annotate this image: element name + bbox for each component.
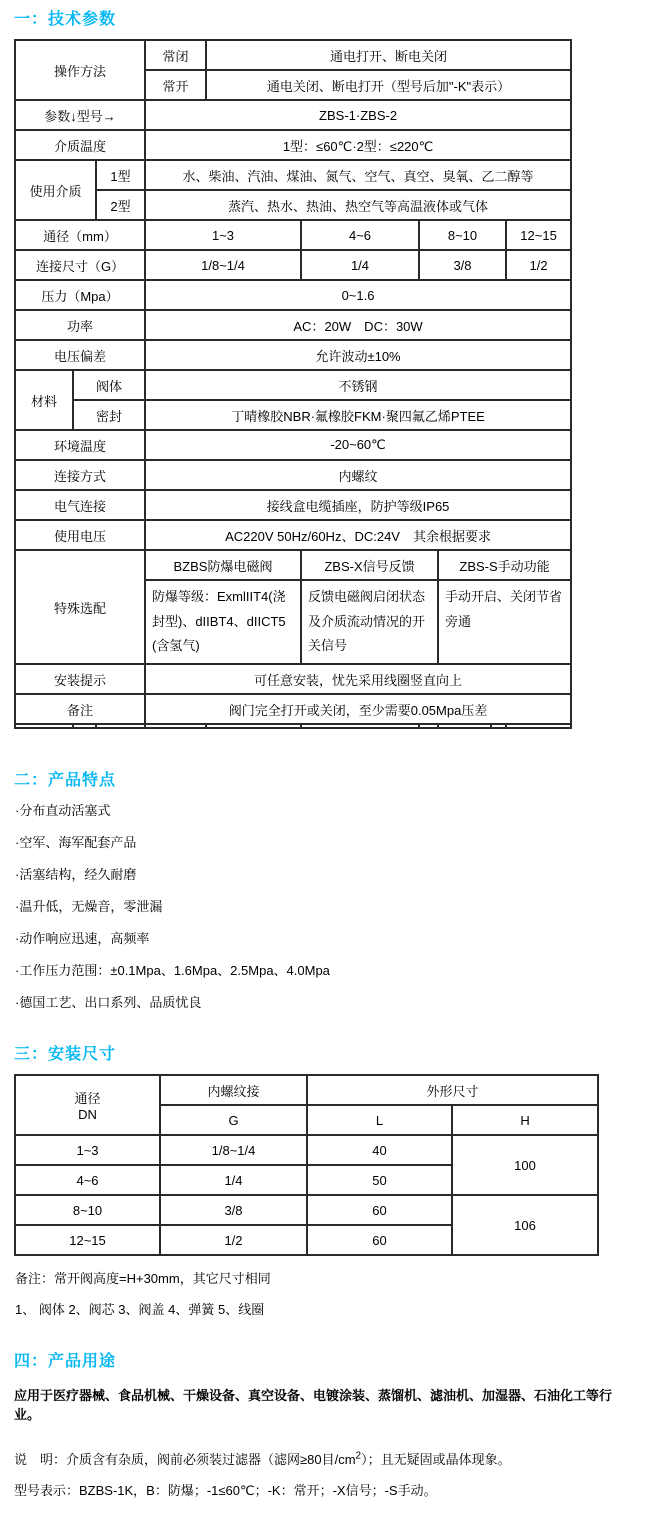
feature-item: ·德国工艺、出口系列、品质忧良: [15, 995, 202, 1011]
row-value: 水、柴油、汽油、煤油、氮气、空气、真空、臭氧、乙二醇等: [145, 160, 571, 190]
installation-dimensions-table: [14, 1074, 599, 1256]
table-row: [15, 130, 571, 160]
cell-dn: 8~10: [15, 1195, 160, 1225]
table-row: [15, 1075, 598, 1105]
row-label: 备注: [15, 694, 145, 724]
table-row: [15, 550, 571, 580]
cell-g: 1/4: [160, 1165, 307, 1195]
grid-tick-cell: [301, 724, 419, 728]
row-value: 12~15: [506, 220, 571, 250]
feature-item: ·分布直动活塞式: [15, 803, 111, 819]
row-value: 可任意安装，忧先采用线圈竖直向上: [145, 664, 571, 694]
row-sublabel: 密封: [73, 400, 145, 430]
model-designation-text: 型号表示：BZBS-1K，B：防爆；-1≤60℃；-K：常开；-X信号；-S手动。: [14, 1483, 437, 1499]
cell-g: 1/8~1/4: [160, 1135, 307, 1165]
applications-text: 应用于医疗器械、食品机械、干燥设备、真空设备、电镀涂装、蒸馏机、滤油机、加湿器、石油化工等行业。: [14, 1388, 613, 1423]
usage-note-pre: 说 明：介质含有杂质，阀前必须装过滤器（滤网≥80目/cm: [14, 1452, 356, 1468]
row-value: ZBS-1·ZBS-2: [145, 100, 571, 130]
special-option-header: BZBS防爆电磁阀: [145, 550, 301, 580]
row-value: 接线盒电缆插座，防护等级IP65: [145, 490, 571, 520]
row-label: 操作方法: [15, 40, 145, 100]
row-value: 8~10: [419, 220, 506, 250]
table-row: [15, 664, 571, 694]
feature-item: ·活塞结构，经久耐磨: [15, 867, 137, 883]
table-row: [15, 694, 571, 724]
cell-l: 40: [307, 1135, 452, 1165]
table-row: [15, 100, 571, 130]
table-row: [15, 250, 571, 280]
cell-h: 100: [452, 1135, 598, 1195]
special-option-detail: 手动开启、关闭节省旁通: [438, 580, 571, 664]
row-label: 使用电压: [15, 520, 145, 550]
table-row: [15, 340, 571, 370]
cell-h: 106: [452, 1195, 598, 1255]
row-label: 安装提示: [15, 664, 145, 694]
usage-note: [14, 1449, 632, 1468]
row-label: 材料: [15, 370, 73, 430]
cell-g: 1/2: [160, 1225, 307, 1255]
usage-note-post: ）；且无疑固或晶体现象。: [361, 1452, 511, 1468]
row-label: 电气连接: [15, 490, 145, 520]
row-label: 功率: [15, 310, 145, 340]
table-row: [15, 310, 571, 340]
table-row: [15, 40, 571, 70]
table-row: [15, 1135, 598, 1165]
row-value: 3/8: [419, 250, 506, 280]
row-value: -20~60℃: [145, 430, 571, 460]
row-value: AC：20W DC：30W: [145, 310, 571, 340]
table-row: [15, 400, 571, 430]
table-row: [15, 490, 571, 520]
table-row: [15, 520, 571, 550]
table-row: [15, 220, 571, 250]
column-header-thread: 内螺纹接: [160, 1075, 307, 1105]
feature-item: ·温升低，无燥音，零泄漏: [15, 899, 163, 915]
feature-item: ·工作压力范围：±0.1Mpa、1.6Mpa、2.5Mpa、4.0Mpa: [15, 963, 330, 979]
row-label: 压力（Mpa）: [15, 280, 145, 310]
special-option-detail: 反馈电磁阀启闭状态及介质流动情况的开关信号: [301, 580, 438, 664]
row-label: 通径（mm）: [15, 220, 145, 250]
cell-dn: 12~15: [15, 1225, 160, 1255]
section-1-title: 一：技术参数: [14, 11, 117, 28]
special-option-detail: 防爆等级：ExmlIIT4(浇封型)、dIIBT4、dIICT5(含氢气): [145, 580, 301, 664]
grid-tick-cell: [506, 724, 571, 728]
row-sublabel: 1型: [96, 160, 145, 190]
row-value: 1型：≤60℃·2型：≤220℃: [145, 130, 571, 160]
row-label: 连接尺寸（G）: [15, 250, 145, 280]
row-value: 1/8~1/4: [145, 250, 301, 280]
usage-note-superscript: 2: [355, 1450, 362, 1462]
row-label: 环境温度: [15, 430, 145, 460]
row-value: 丁晴橡胶NBR·氟橡胶FKM·聚四氟乙烯PTEE: [145, 400, 571, 430]
row-value: AC220V 50Hz/60Hz、DC:24V 其余根据要求: [145, 520, 571, 550]
row-label: 参数↓型号→: [15, 100, 145, 130]
table-row: [15, 190, 571, 220]
column-header-bore: [15, 1075, 160, 1135]
parts-legend: 1、 阀体 2、阀芯 3、阀盖 4、弹簧 5、线圈: [15, 1302, 265, 1318]
column-header-h: H: [452, 1105, 598, 1135]
row-label: 连接方式: [15, 460, 145, 490]
table-row: [15, 370, 571, 400]
grid-tick-cell: [15, 724, 73, 728]
row-value: 4~6: [301, 220, 419, 250]
row-label: 使用介质: [15, 160, 96, 220]
row-value: 阀门完全打开或关闭，至少需要0.05Mpa压差: [145, 694, 571, 724]
feature-item: ·空军、海军配套产品: [15, 835, 137, 851]
row-sublabel: 阀体: [73, 370, 145, 400]
cell-g: 3/8: [160, 1195, 307, 1225]
row-label: 特殊选配: [15, 550, 145, 664]
row-value: 通电关闭、断电打开（型号后加"-K"表示）: [206, 70, 571, 100]
special-option-header: ZBS-S手动功能: [438, 550, 571, 580]
grid-tick-cell: [73, 724, 96, 728]
cell-dn: 1~3: [15, 1135, 160, 1165]
grid-tick-cell: [438, 724, 491, 728]
row-value: 内螺纹: [145, 460, 571, 490]
row-value: 蒸汽、热水、热油、热空气等高温液体或气体: [145, 190, 571, 220]
row-value: 1/2: [506, 250, 571, 280]
grid-tick-cell: [96, 724, 145, 728]
column-header-l: L: [307, 1105, 452, 1135]
table-row: [15, 160, 571, 190]
dims-note: 备注：常开阀高度=H+30mm，其它尺寸相同: [15, 1271, 271, 1287]
section-4-title: 四：产品用途: [14, 1353, 117, 1371]
row-value: 通电打开、断电关闭: [206, 40, 571, 70]
table-row: [15, 280, 571, 310]
grid-base-row: [15, 724, 571, 728]
cell-l: 50: [307, 1165, 452, 1195]
grid-tick-cell: [419, 724, 438, 728]
table-row: [15, 1195, 598, 1225]
row-value: 1~3: [145, 220, 301, 250]
grid-tick-cell: [145, 724, 206, 728]
row-label: 介质温度: [15, 130, 145, 160]
column-header-bore-line2: DN: [78, 1107, 97, 1123]
row-sublabel: 常闭: [145, 40, 206, 70]
section-3-title: 三：安装尺寸: [14, 1046, 117, 1064]
section-2-title: 二：产品特点: [14, 772, 117, 790]
row-value: 0~1.6: [145, 280, 571, 310]
special-option-header: ZBS-X信号反馈: [301, 550, 438, 580]
cell-l: 60: [307, 1195, 452, 1225]
features-list: [14, 800, 632, 1011]
column-header-bore-line1: 通径: [74, 1091, 101, 1107]
row-sublabel: 常开: [145, 70, 206, 100]
row-label: 电压偏差: [15, 340, 145, 370]
table-row: [15, 460, 571, 490]
tech-parameters-table: [14, 39, 572, 729]
row-sublabel: 2型: [96, 190, 145, 220]
row-value: 1/4: [301, 250, 419, 280]
row-value: 允许波动±10%: [145, 340, 571, 370]
table-row: [15, 430, 571, 460]
feature-item: ·动作响应迅速，高频率: [15, 931, 150, 947]
cell-dn: 4~6: [15, 1165, 160, 1195]
column-header-g: G: [160, 1105, 307, 1135]
grid-tick-cell: [206, 724, 301, 728]
column-header-dims: 外形尺寸: [307, 1075, 598, 1105]
row-value: 不锈钢: [145, 370, 571, 400]
grid-tick-cell: [491, 724, 506, 728]
cell-l: 60: [307, 1225, 452, 1255]
